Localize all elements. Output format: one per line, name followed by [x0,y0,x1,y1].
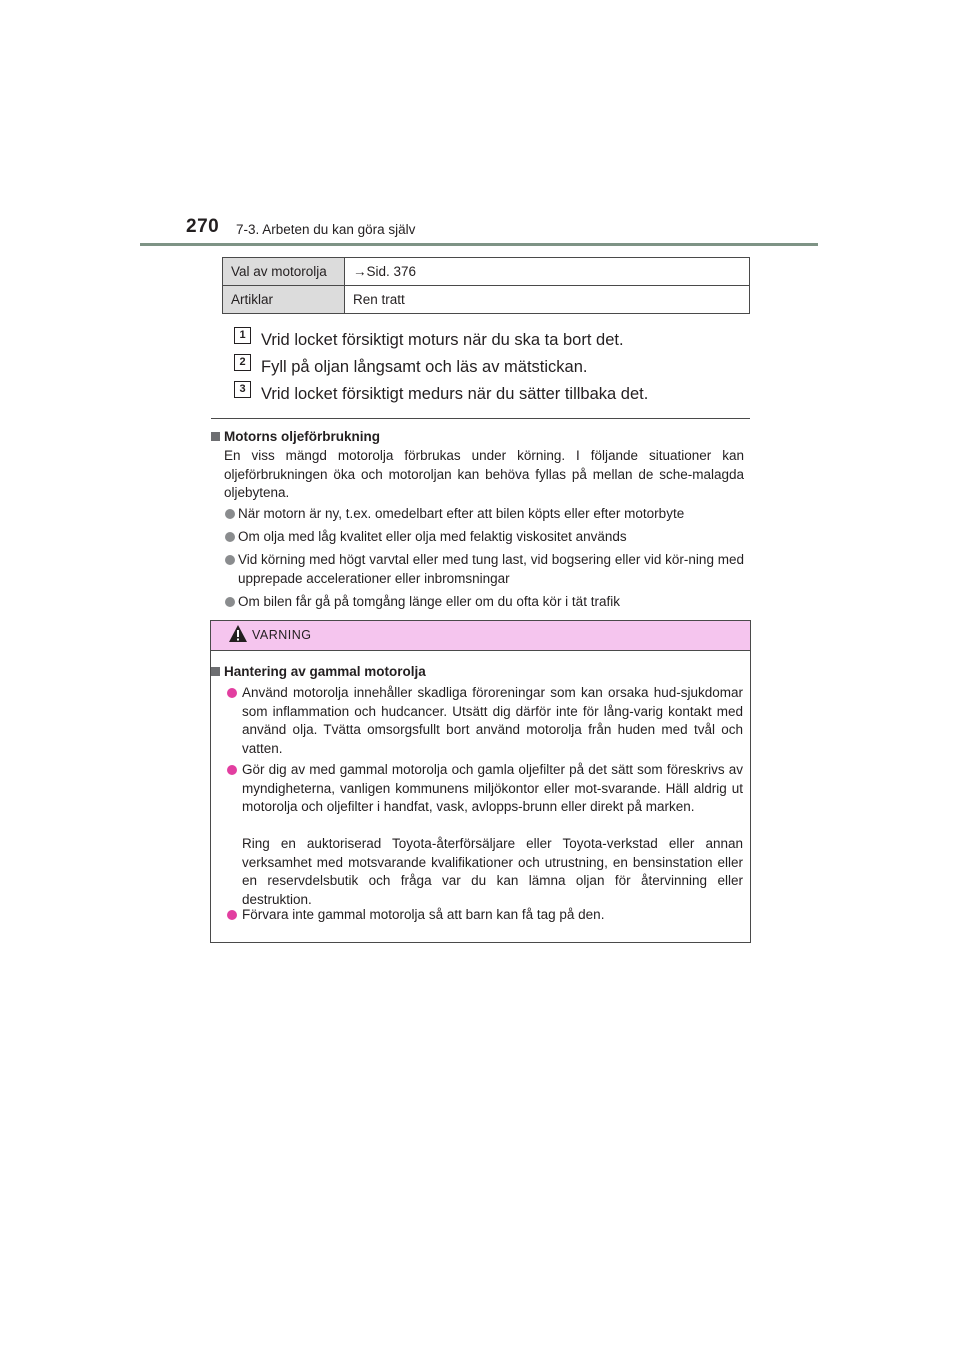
page-number: 270 [186,216,220,237]
step-number-badge: 3 [234,381,251,398]
bullet-dot-icon [225,597,235,607]
table-row [223,258,750,286]
square-bullet-icon [211,432,220,441]
table-label: Artiklar [223,286,345,314]
list-item: Om olja med låg kvalitet eller olja med felaktig viskositet används [238,529,627,544]
warning-item: Använd motorolja innehåller skadliga föroreningar som kan orsaka hud-sjukdomar som inflammation och hudcancer. Utsätt dig därför inte för lång-varig kontakt med använd olja. Tvätta omsorgsfullt bort använd motorolja från huden med tvål och vatten. [242,685,743,756]
list-item: När motorn är ny, t.ex. omedelbart efter att bilen köpts eller efter motorbyte [238,506,685,521]
warning-triangle-icon [228,624,248,643]
table-label: Val av motorolja [223,258,345,286]
warning-item: Gör dig av med gammal motorolja och gamla oljefilter på det sätt som föreskrivs av myndigheterna, vanligen kommunens miljökontor eller mot-svarande. Häll aldrig ut motorolja och oljefilter i handfat, vask, avlopps-brunn eller direkt på marken. [242,762,743,814]
bullet-dot-icon [227,910,237,920]
warning-heading: Hantering av gammal motorolja [224,664,426,679]
parts-table [222,257,750,314]
bullet-dot-icon [225,532,235,542]
step-text: Vrid locket försiktigt medurs när du sätter tillbaka det. [261,385,649,403]
step-text: Fyll på oljan långsamt och läs av mätstickan. [261,358,588,376]
consumption-heading: Motorns oljeförbrukning [224,429,380,444]
header-rule [140,243,818,246]
list-item: Om bilen får gå på tomgång länge eller om du ofta kör i tät trafik [238,594,620,609]
bullet-dot-icon [225,555,235,565]
bullet-dot-icon [225,509,235,519]
list-item: Vid körning med högt varvtal eller med tung last, vid bogsering eller vid kör-ning med upprepade accelerationer eller inbromsningar [238,552,744,586]
consumption-heading-row [211,428,380,446]
table-value: Ren tratt [345,286,750,314]
warning-title: VARNING [252,628,312,642]
step-number-badge: 2 [234,354,251,371]
step-number-badge: 1 [234,327,251,344]
warning-item-continued: Ring en auktoriserad Toyota-återförsäljare eller Toyota-verkstad eller annan verksamhet med motsvarande kvalifikationer och utrustning, en bensinstation eller en reservdelsbutik och fråga var du kan lämna oljan för återvinning eller destruktion. [242,836,743,907]
warning-heading-row [211,663,426,681]
section-title: 7-3. Arbeten du kan göra själv [236,222,416,237]
warning-item: Förvara inte gammal motorolja så att barn kan få tag på den. [242,907,605,922]
bullet-dot-icon [227,688,237,698]
step-text: Vrid locket försiktigt moturs när du ska ta bort det. [261,331,624,349]
section-divider [211,418,750,419]
table-value: →Sid. 376 [345,258,750,286]
consumption-paragraph: En viss mängd motorolja förbrukas under körning. I följande situationer kan oljeförbrukningen öka och motoroljan kan behöva fyllas på mellan de sche-malagda oljebytena. [224,448,744,500]
table-row [223,286,750,314]
square-bullet-icon [211,667,220,676]
bullet-dot-icon [227,765,237,775]
